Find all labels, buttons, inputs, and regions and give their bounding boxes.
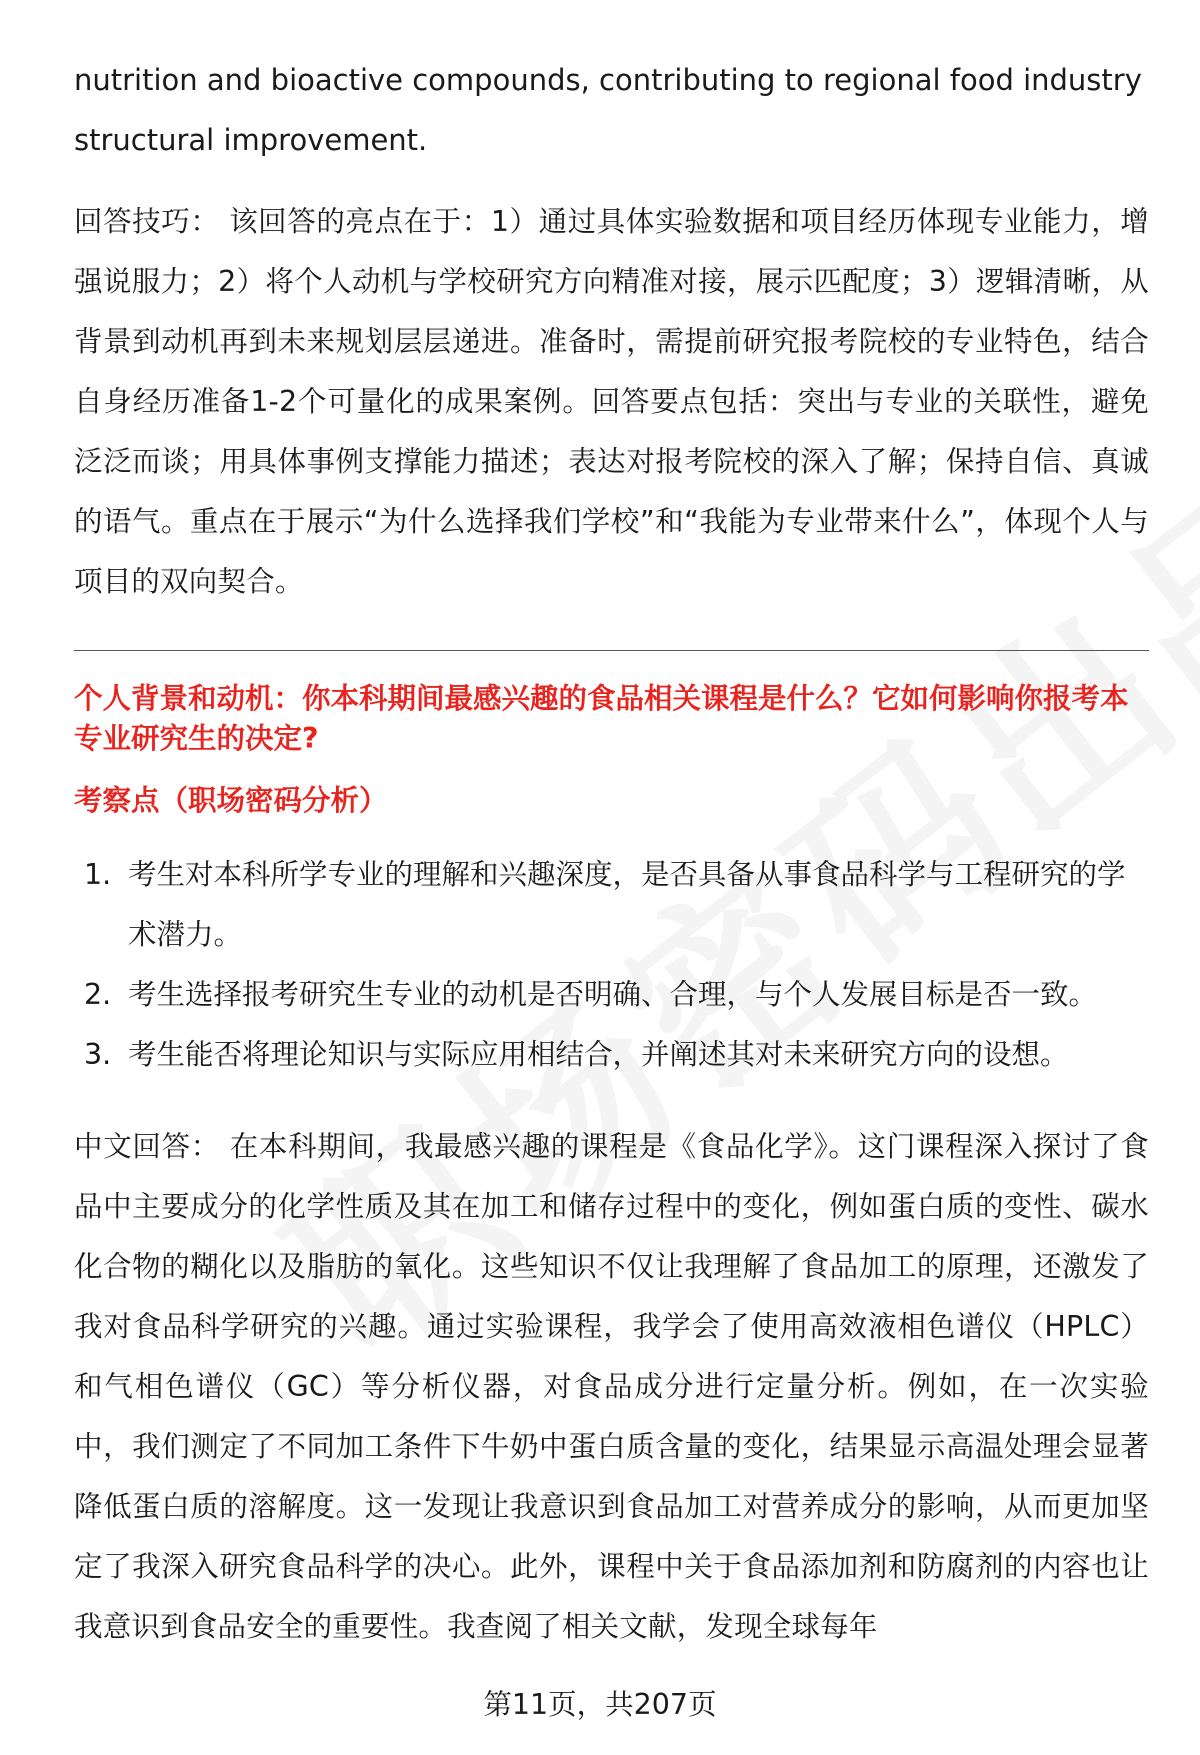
focus-heading: 考察点（职场密码分析） [74,784,388,817]
intro-line-1: nutrition and bioactive compounds, contributing to regional food industry [74,63,1142,97]
document-page [74,50,1149,1657]
list-item [74,845,1149,965]
list-number: 3. [84,1038,112,1071]
answer-tips-paragraph: 回答技巧： 该回答的亮点在于：1）通过具体实验数据和项目经历体现专业能力，增强说服力；2）将个人动机与学校研究方向精准对接，展示匹配度；3）逻辑清晰，从背景到动机再到未来规划层层递进。准备时，需提前研究报考院校的专业特色，结合自身经历准备1-2个可量化的成果案例。回答要点包括：突出与专业的关联性，避免泛泛而谈；用具体事例支撑能力描述；表达对报考院校的深入了解；保持自信、真诚的语气。重点在于展示“为什么选择我们学校”和“我能为专业带来什么”，体现个人与项目的双向契合。 [74,205,1149,598]
list-item [74,1025,1149,1085]
list-number: 1. [84,858,112,891]
list-text: 考生选择报考研究生专业的动机是否明确、合理，与个人发展目标是否一致。 [128,978,1098,1011]
list-text: 考生能否将理论知识与实际应用相结合，并阐述其对未来研究方向的设想。 [128,1038,1069,1071]
question-title: 个人背景和动机：你本科期间最感兴趣的食品相关课程是什么？它如何影响你报考本专业研究生的决定? [74,682,1129,755]
list-number: 2. [84,978,112,1011]
focus-points-list [74,845,1149,1085]
page-footer: 第11页，共207页 [483,1688,717,1721]
list-text: 考生对本科所学专业的理解和兴趣深度，是否具备从事食品科学与工程研究的学术潜力。 [128,858,1126,951]
chinese-answer-paragraph: 中文回答： 在本科期间，我最感兴趣的课程是《食品化学》。这门课程深入探讨了食品中主要成分的化学性质及其在加工和储存过程中的变化，例如蛋白质的变性、碳水化合物的糊化以及脂肪的氧化。这些知识不仅让我理解了食品加工的原理，还激发了我对食品科学研究的兴趣。通过实验课程，我学会了使用高效液相色谱仪（HPLC）和气相色谱仪（GC）等分析仪器，对食品成分进行定量分析。例如，在一次实验中，我们测定了不同加工条件下牛奶中蛋白质含量的变化，结果显示高温处理会显著降低蛋白质的溶解度。这一发现让我意识到食品加工对营养成分的影响，从而更加坚定了我深入研究食品科学的决心。此外，课程中关于食品添加剂和防腐剂的内容也让我意识到食品安全的重要性。我查阅了相关文献，发现全球每年 [74,1130,1149,1643]
intro-line-2: structural improvement. [74,123,428,157]
list-item [74,965,1149,1025]
